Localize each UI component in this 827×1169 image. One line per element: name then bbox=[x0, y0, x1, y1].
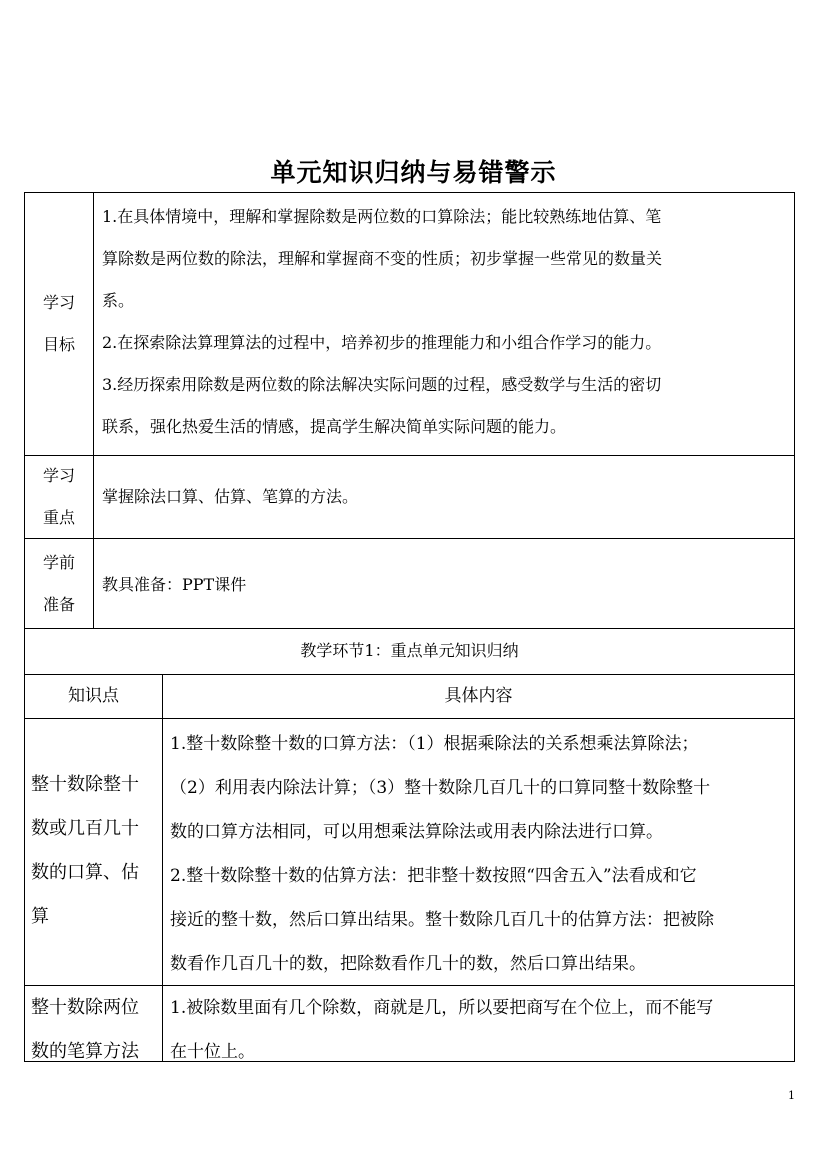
row-divider bbox=[25, 455, 794, 456]
prep-label bbox=[25, 542, 93, 626]
column-divider bbox=[93, 193, 94, 628]
knowledge-line: 数或几百几十 bbox=[31, 818, 139, 839]
focus-label-line: 学习 bbox=[42, 466, 75, 485]
goals-line: 1.在具体情境中，理解和掌握除数是两位数的口算除法；能比较熟练地估算、笔 bbox=[102, 207, 662, 226]
content-line: 在十位上。 bbox=[170, 1042, 255, 1062]
goals-line: 2.在探索除法算理算法的过程中，培养初步的推理能力和小组合作学习的能力。 bbox=[102, 333, 662, 352]
focus-label bbox=[25, 455, 93, 539]
goals-line: 联系，强化热爱生活的情感，提高学生解决简单实际问题的能力。 bbox=[102, 417, 567, 436]
content-line: 1.被除数里面有几个除数，商就是几，所以要把商写在个位上，而不能写 bbox=[170, 998, 714, 1018]
knowledge-line: 数的笔算方法 bbox=[31, 1041, 139, 1062]
knowledge-point bbox=[31, 986, 159, 1074]
content-line: （2）利用表内除法计算；（3）整十数除几百几十的口算同整十数除整十 bbox=[170, 778, 711, 798]
goals-line: 算除数是两位数的除法，理解和掌握商不变的性质；初步掌握一些常见的数量关 bbox=[102, 249, 663, 268]
goals-label-line: 学习 bbox=[42, 293, 75, 312]
page-number: 1 bbox=[788, 1089, 795, 1102]
focus-text: 掌握除法口算、估算、笔算的方法。 bbox=[102, 487, 359, 506]
knowledge-content bbox=[170, 986, 795, 1074]
column-divider bbox=[162, 674, 163, 1062]
prep-text: 教具准备：PPT课件 bbox=[102, 575, 247, 594]
column-header-knowledge: 知识点 bbox=[68, 686, 119, 706]
goals-line: 系。 bbox=[102, 291, 135, 310]
knowledge-line: 整十数除两位 bbox=[31, 997, 139, 1018]
content-line: 数看作几百几十的数，把除数看作几十的数，然后口算出结果。 bbox=[170, 954, 646, 974]
focus-label-line: 重点 bbox=[42, 508, 75, 527]
goals-label-line: 目标 bbox=[42, 335, 75, 354]
goals-label bbox=[25, 282, 93, 366]
content-line: 1.整十数除整十数的口算方法：（1）根据乘除法的关系想乘法算除法； bbox=[170, 734, 699, 754]
prep-label-line: 学前 bbox=[42, 553, 75, 572]
content-line: 2.整十数除整十数的估算方法：把非整十数按照“四舍五入”法看成和它 bbox=[170, 866, 697, 886]
knowledge-content bbox=[170, 722, 795, 986]
lesson-table bbox=[24, 192, 795, 1062]
content-line: 接近的整十数，然后口算出结果。整十数除几百几十的估算方法：把被除 bbox=[170, 910, 714, 930]
knowledge-line: 算 bbox=[31, 906, 49, 927]
content-line: 数的口算方法相同，可以用想乘法算除法或用表内除法进行口算。 bbox=[170, 822, 663, 842]
knowledge-line: 整十数除整十 bbox=[31, 774, 139, 795]
column-header-content: 具体内容 bbox=[444, 686, 513, 706]
row-divider bbox=[25, 718, 794, 719]
knowledge-point bbox=[31, 763, 159, 939]
goals-content bbox=[102, 196, 792, 448]
prep-label-line: 准备 bbox=[42, 595, 75, 614]
document-title: 单元知识归纳与易错警示 bbox=[270, 158, 557, 187]
row-divider bbox=[25, 538, 794, 539]
goals-line: 3.经历探索用除数是两位数的除法解决实际问题的过程，感受数学与生活的密切 bbox=[102, 375, 662, 394]
section-heading: 教学环节1：重点单元知识归纳 bbox=[300, 641, 519, 660]
knowledge-line: 数的口算、估 bbox=[31, 862, 139, 883]
